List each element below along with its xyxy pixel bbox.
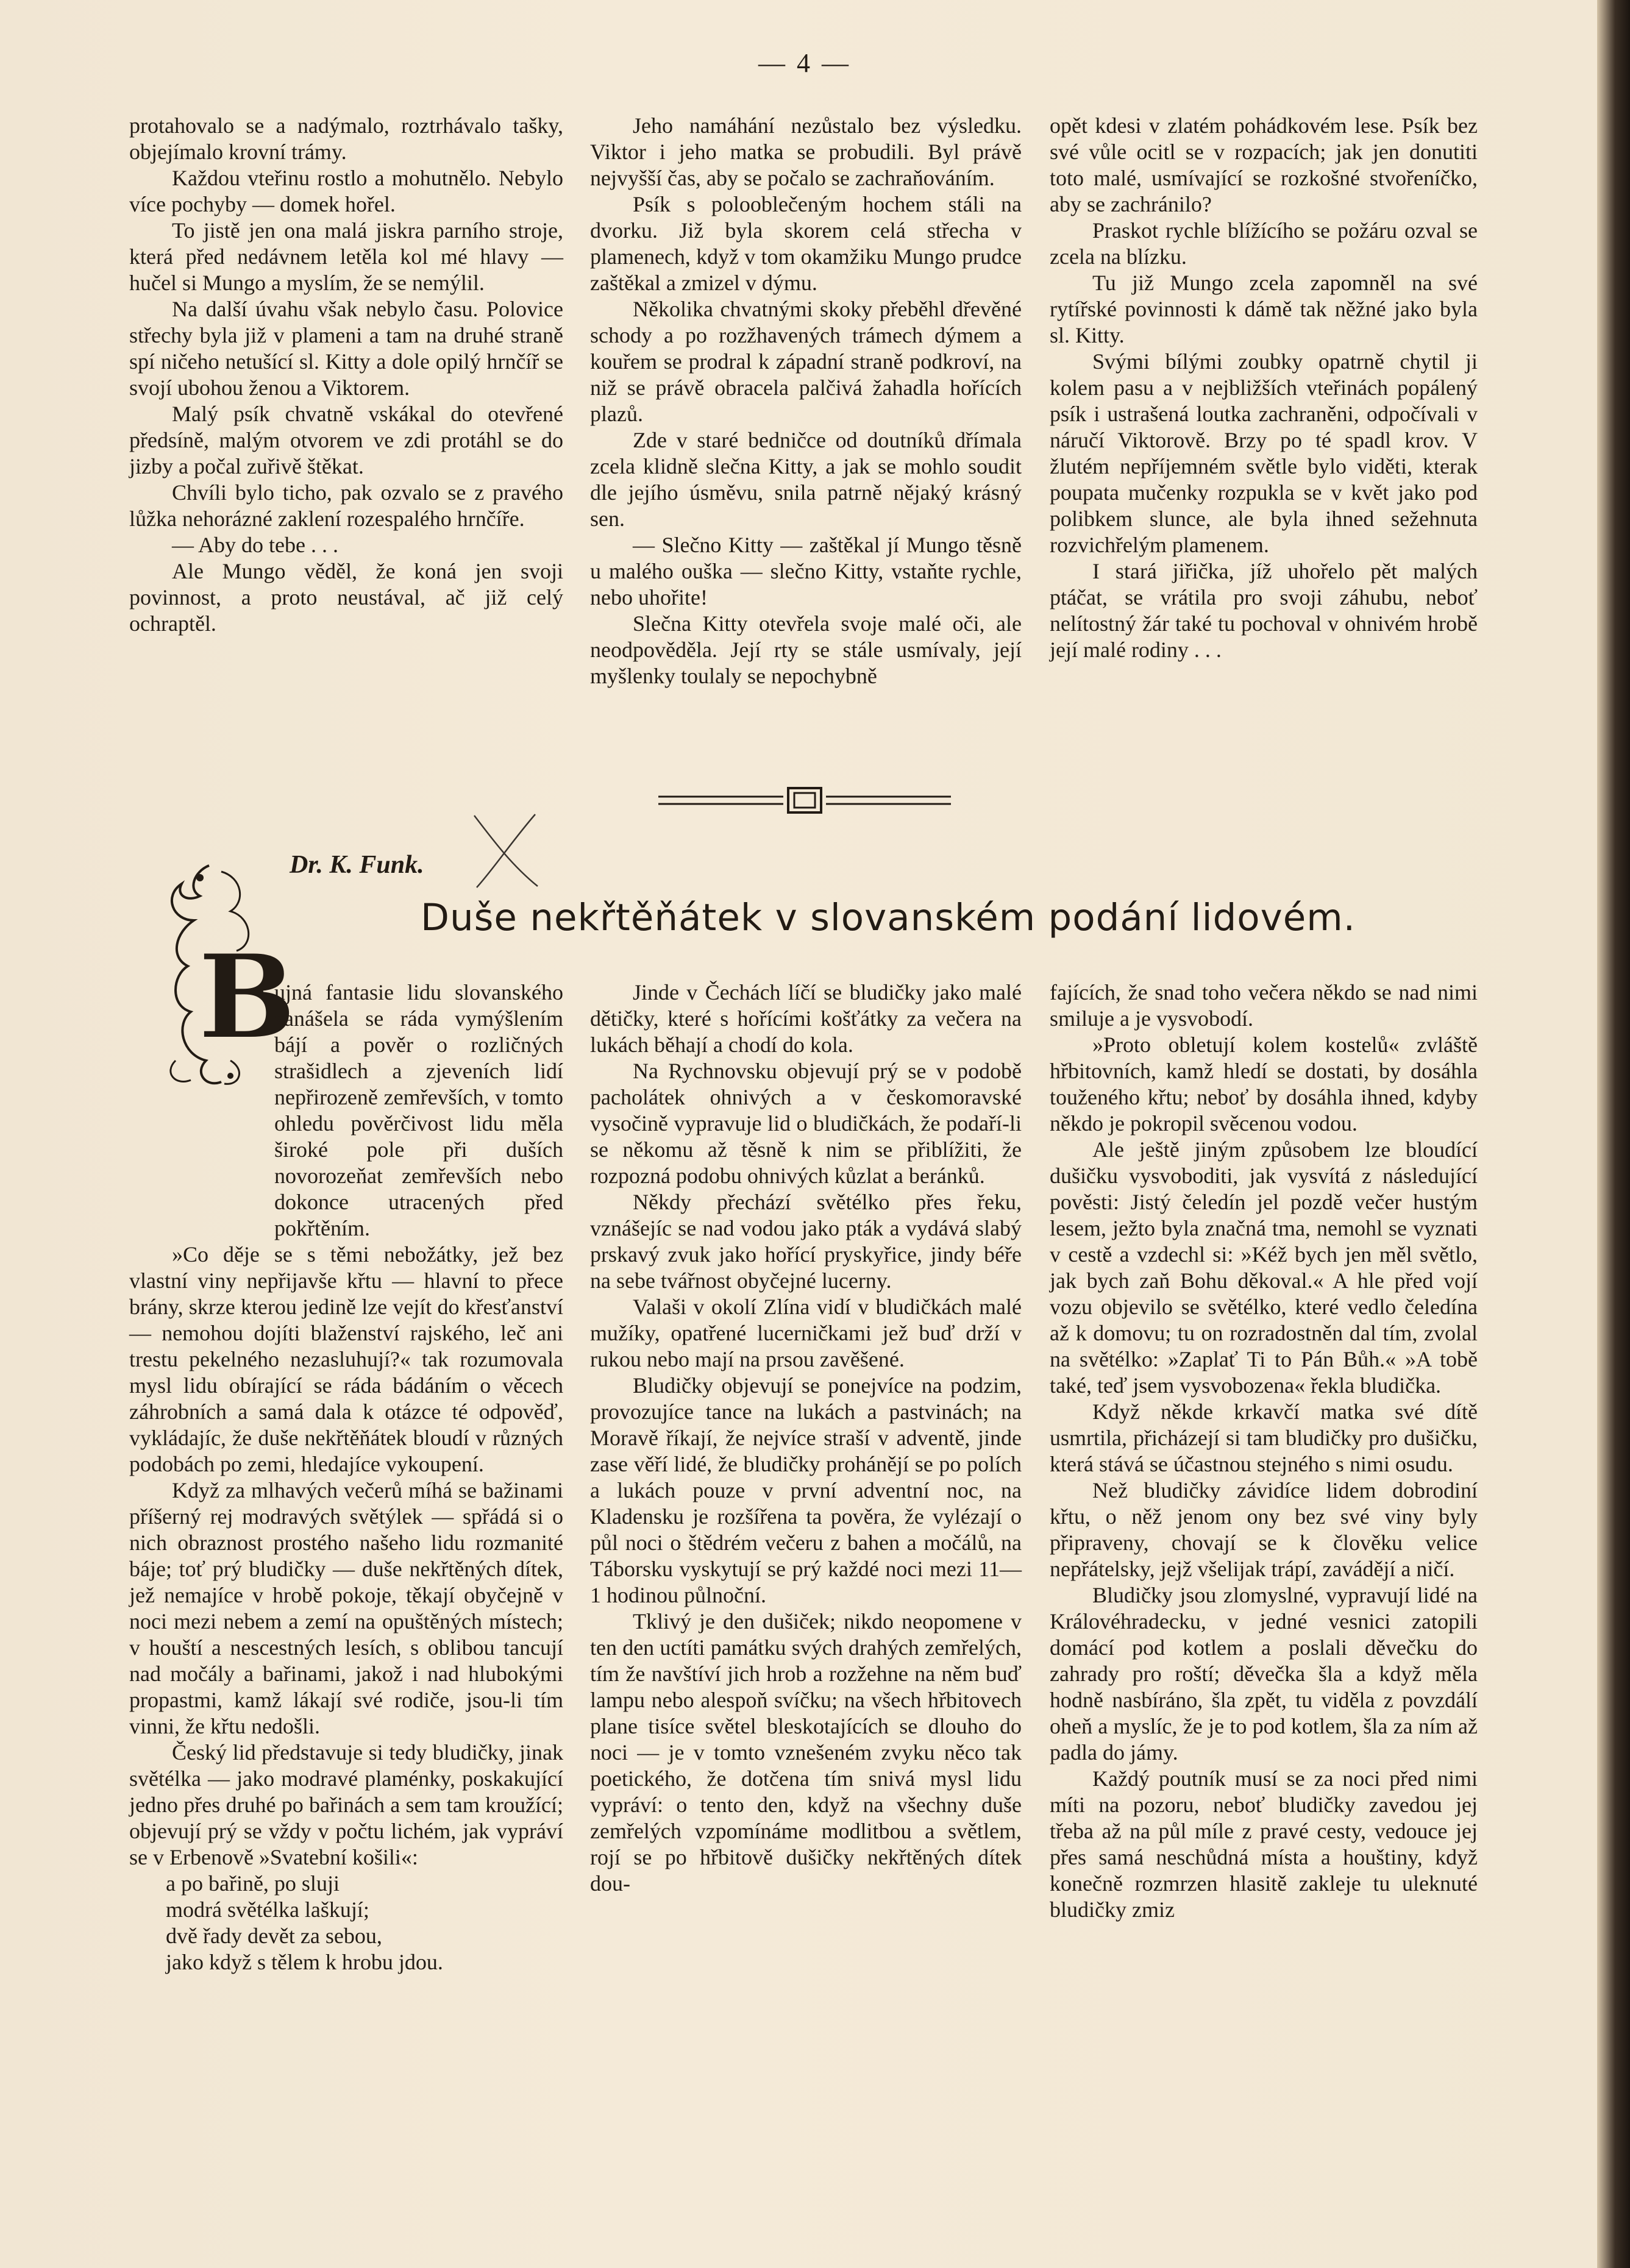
paragraph: Každou vteřinu rostlo a mohutnělo. Nebylo více pochyby — domek hořel.: [129, 166, 563, 216]
paragraph: Ale ještě jiným způsobem lze bloudící dušičku vysvoboditi, jak vysvítá z následující pověsti: Jistý čeledín jel pozdě večer hustým lesem, ježto byla značná tma, nemohl se vyznati v cestě a vzdechl si: »Kéž bych jen měl světlo, jak bych zaň Bohu děkoval.« A hle před vojí vozu objevilo se světélko, které vedlo čeledína až k domovu; tu on rozradostněn dal tím, zvolal na světélko: »Zaplať Ti to Pán Bůh.« »A tobě také, teď jsem vysvobozena« řekla bludička.: [1050, 1137, 1478, 1398]
article-author: Dr. K. Funk.: [290, 851, 424, 879]
paragraph: Bludičky jsou zlomyslné, vypravují lidé na Královéhradecku, v jedné vesnici zatopili domácí pod kotlem a poslali děvečku do zahrady pro roští; děvečka šla a když měla hodně nasbíráno, šla zpět, tu viděla z povzdálí oheň a myslíc, že je to pod kotlem, šla za ním až padla do jámy.: [1050, 1583, 1478, 1765]
handwritten-x-mark: [469, 811, 543, 890]
verse-line: modrá světélka laškují;: [166, 1897, 369, 1922]
paragraph: I stará jiřička, jíž uhořelo pět malých ptáčat, se vrátila pro svoji záhubu, neboť nelítostný žár také tu pochoval v ohnivém hrobě její malé rodiny . . .: [1050, 559, 1478, 662]
lead-paragraph: ujná fantasie lidu slovanského zanášela se ráda vymýšlením bájí a pověr o rozličných strašidlech a zjeveních lidí nepřirozeně zemřevších, v tomto ohledu pověrčivost lidu měla široké pole při duších novorozeňat zemřevších nebo dokonce utracených před pokřtěním.: [274, 980, 563, 1240]
paragraph: Chvíli bylo ticho, pak ozvalo se z pravého lůžka nehorázné zaklení rozespalého hrnčíře.: [129, 480, 563, 531]
paragraph: Psík s polooblečeným hochem stáli na dvorku. Již byla skorem celá střecha v plamenech, když v tom okamžiku Mungo prudce zaštěkal a zmizel v dýmu.: [590, 192, 1022, 295]
paragraph: Na další úvahu však nebylo času. Polovice střechy byla již v plameni a tam na druhé straně spí ničeho netušící sl. Kitty a dole opilý hrnčíř se svojí ubohou ženou a Viktorem.: [129, 297, 563, 400]
paragraph: Jinde v Čechách líčí se bludičky jako malé dětičky, které s hořícími košťátky za večera na lukách běhají a chodí do kola.: [590, 980, 1022, 1057]
paragraph: fajících, že snad toho večera někdo se nad nimi smiluje a je vysvobodí.: [1050, 980, 1478, 1031]
paragraph: To jistě jen ona malá jiskra parního stroje, která před nedávnem letěla kol mé hlavy — hučel si Mungo a myslím, že se nemýlil.: [129, 218, 563, 295]
article-title: Duše nekřtěňátek v slovanském podání lidovém.: [421, 896, 1356, 939]
divider-ornament: [658, 785, 951, 816]
verse-line: dvě řady devět za sebou,: [166, 1924, 382, 1948]
paragraph: Bludičky objevují se ponejvíce na podzim, provozujíce tance na lukách a pastvinách; na Moravě říkají, že nejvíce straší v adventě, jinde zase věří lidé, že bludičky prohánějí se po polích a lukách pouze v první adventní noc, na Kladensku je rozšířena ta pověra, že vylézají o půl noci o štědrém večeru z bahen a močálů, na Táborsku vyskytují se prý každé noci mezi 11—1 hodinou půlnoční.: [590, 1373, 1022, 1607]
verse-line: a po bařině, po sluji: [166, 1871, 340, 1896]
paragraph: Tu již Mungo zcela zapomněl na své rytířské povinnosti k dámě tak něžné jako byla sl. Kitty.: [1050, 271, 1478, 347]
paragraph: Každý poutník musí se za noci před nimi míti na pozoru, neboť bludičky zavedou jej třeba až na půl míle z pravé cesty, vedouce jej přes samá neschůdná místa a houštiny, když konečně rozmrzen hlasitě zakleje tu uleknuté bludičky zmiz: [1050, 1766, 1478, 1922]
paragraph: protahovalo se a nadýmalo, roztrhávalo tašky, objejímalo krovní trámy.: [129, 113, 563, 164]
paragraph: opět kdesi v zlatém pohádkovém lese. Psík bez své vůle ocitl se v rozpacích; jak jen donutiti toto malé, usmívající se rozkošné stvořeníčko, aby se zachránilo?: [1050, 113, 1478, 216]
article-column-1: [129, 979, 563, 1975]
page-number: — 4 —: [758, 48, 851, 78]
story-column-2: [590, 113, 1022, 689]
dropcap-letter: B: [198, 929, 296, 1065]
paragraph: — Slečno Kitty — zaštěkal jí Mungo těsně u malého ouška — slečno Kitty, vstaňte rychle, nebo uhořite!: [590, 533, 1022, 610]
paragraph: Na Rychnovsku objevují prý se v podobě pacholátek ohnivých a v českomoravské vysočině vypravuje lid o bludičkách, že podaří-li se někomu až těsně k nim se přiblížiti, že rozpozná podobu ohnivých kůzlat a beránků.: [590, 1059, 1022, 1188]
article-column-3: [1050, 979, 1478, 1923]
verse-line: jako když s tělem k hrobu jdou.: [166, 1950, 443, 1974]
paragraph: »Proto obletují kolem kostelů« zvláště hřbitovních, kamž hledí se dostati, by dosáhla touženého křtu; neboť by dosáhla ihned, kdyby někdo je pokropil svěcenou vodou.: [1050, 1033, 1478, 1136]
story-column-3: [1050, 113, 1478, 663]
article-column-2: [590, 979, 1022, 1897]
paragraph: Svými bílými zoubky opatrně chytil ji kolem pasu a v nejbližších vteřinách popálený psík i ustrašená loutka zachraněni, odpočívali v náručí Viktorově. Brzy po té spadl krov. V žlutém nepříjemném světle bylo viděti, kterak poupata mučenky rozpukla se v květ jako pod polibkem slunce, ale byla ihned sežehnuta rozvichřelým plamenem.: [1050, 349, 1478, 557]
paragraph: Valaši v okolí Zlína vidí v bludičkách malé mužíky, opatřené lucerničkami jež buď drží v rukou nebo mají na prsou zavěšené.: [590, 1295, 1022, 1371]
paragraph: Jeho namáhání nezůstalo bez výsledku. Viktor i jeho matka se probudili. Byl právě nejvyšší čas, aby se počalo se zachraňováním.: [590, 113, 1022, 190]
paragraph: Český lid představuje si tedy bludičky, jinak světélka — jako modravé plaménky, poskakující jedno přes druhé po bařinách a sem tam kroužící; objevují prý se vždy v počtu lichém, jak vypráví se v Erbenově »Svatební košili«:: [129, 1740, 563, 1869]
paragraph: Někdy přechází světélko přes řeku, vznášejíc se nad vodou jako pták a vydává slabý prskavý zvuk jako hořící pryskyřice, jindy béře na sebe tvářnost obyčejné lucerny.: [590, 1190, 1022, 1293]
paragraph: Malý psík chvatně vskákal do otevřené předsíně, malým otvorem ve zdi protáhl se do jizby a počal zuřivě štěkat.: [129, 402, 563, 478]
paragraph: »Co děje se s těmi nebožátky, jež bez vlastní viny nepřijavše křtu — hlavní to přece brány, skrze kterou jedině lze vejít do křesťanství — nemohou dojíti blaženství rajského, leč ani trestu pekelného nezasluhují?« tak rozumovala mysl lidu obírající se ráda bádáním o věcech záhrobních a samá dala k otázce té odpověď, vykládajíc, že duše nekřtěňátek bloudí v různých podobách po zemi, hledajíce vykoupení.: [129, 1242, 563, 1476]
paragraph: Slečna Kitty otevřela svoje malé oči, ale neodpověděla. Její rty se stále usmívaly, její myšlenky toulaly se nepochybně: [590, 611, 1022, 688]
paragraph: Než bludičky závidíce lidem dobrodiní křtu, o něž jenom ony bez své viny byly připraveny, chovají se k člověku velice nepřátelsky, jejž všelijak trápí, zavádějí a ničí.: [1050, 1478, 1478, 1581]
paragraph: Ale Mungo věděl, že koná jen svoji povinnost, a proto neustával, ač již celý ochraptěl.: [129, 559, 563, 636]
story-column-1: [129, 113, 563, 637]
paragraph: Když někde krkavčí matka své dítě usmrtila, přicházejí si tam bludičky pro dušičku, která stává se účastnou stejného s nimi osudu.: [1050, 1399, 1478, 1476]
book-binding: [1597, 0, 1630, 2268]
paragraph: Praskot rychle blížícího se požáru ozval se zcela na blízku.: [1050, 218, 1478, 269]
paragraph: Když za mlhavých večerů míhá se bažinami příšerný rej modravých světýlek — spřádá si o nich obraznost prostého našeho lidu rozmanité báje; toť prý bludičky — duše nekřtěných dítek, jež nemajíce v hrobě pokoje, těkají obyčejně v noci mezi nebem a zemí na opuštěných místech; v houští a nescestných lesích, s oblibou tancují nad močály a bařinami, jakož i nad hlubokými propastmi, kamž lákají své rodiče, jsou-li tím vinni, že křtu nedošli.: [129, 1478, 563, 1738]
paragraph: Několika chvatnými skoky přeběhl dřevěné schody a po rozžhavených trámech dýmem a kouřem se prodral k západní straně podkroví, na niž se právě obracela palčivá žahadla hořících plazů.: [590, 297, 1022, 426]
paragraph: Tklivý je den dušiček; nikdo neopomene v ten den uctíti památku svých drahých zemřelých, tím že navštíví jich hrob a rozžehne na něm buď lampu nebo alespoň svíčku; na všech hřbitovech plane tisíce světel bleskotajících se dlouho do noci — je v tomto vznešeném zvyku něco tak poetického, že dotčena tím snivá mysl lidu vypráví: o tento den, když na všechny duše zemřelých vzpomínáme modlitbou a světlem, rojí se po hřbitově dušičky nekřtěných dítek dou-: [590, 1609, 1022, 1896]
paragraph: — Aby do tebe . . .: [172, 533, 338, 557]
paragraph: Zde v staré bedničce od doutníků dřímala zcela klidně slečna Kitty, a jak se mohlo soudit dle jejího úsměvu, snila patrně nějaký krásný sen.: [590, 428, 1022, 531]
paragraph: [129, 979, 563, 1242]
